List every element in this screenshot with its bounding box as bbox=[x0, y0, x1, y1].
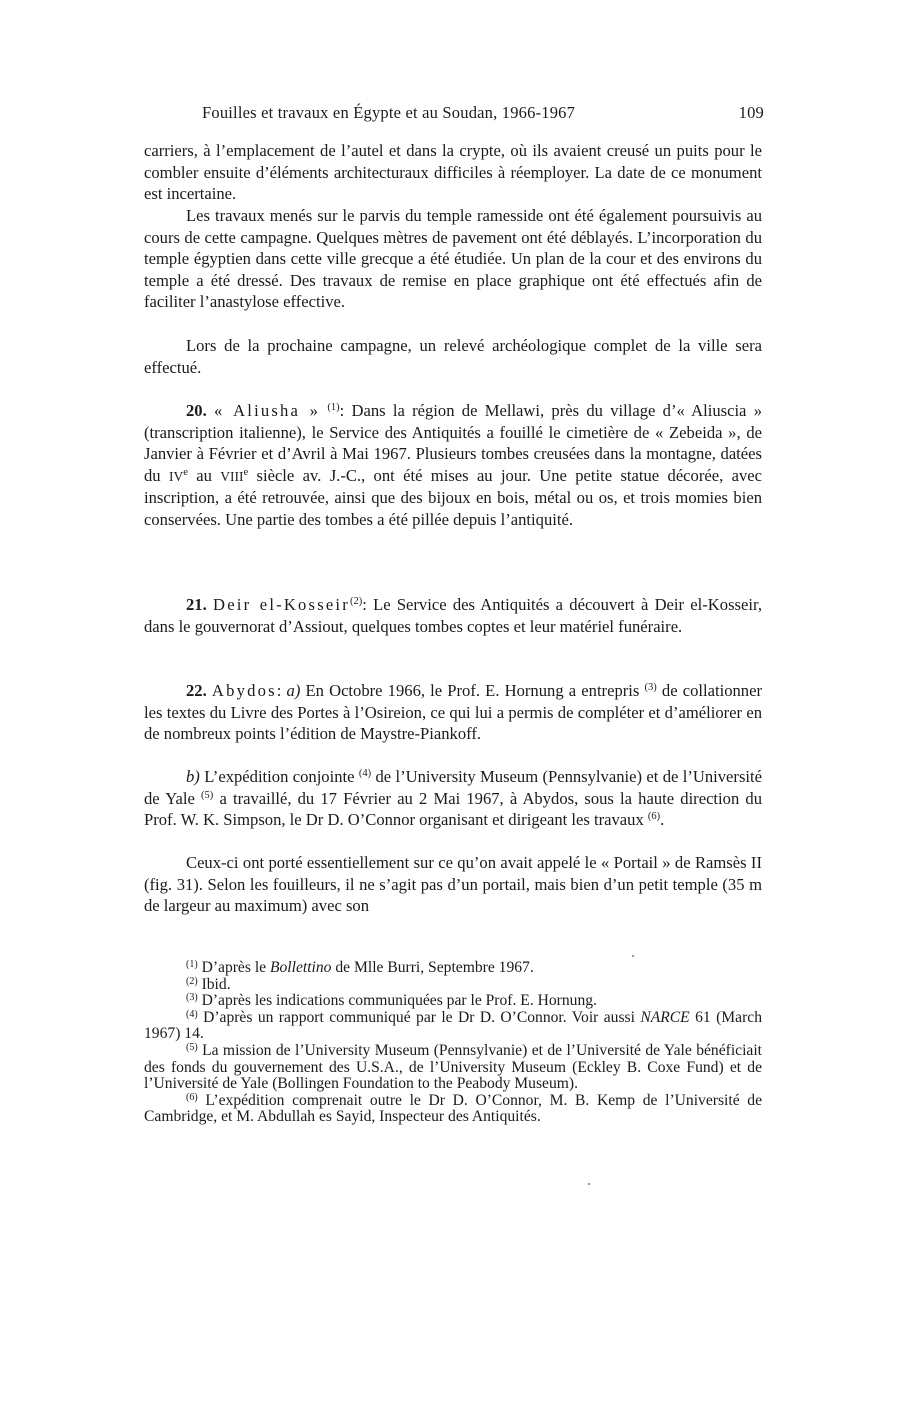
item-label: a) bbox=[286, 681, 301, 700]
paragraph-next-campaign: Lors de la prochaine campagne, un relevé archéologique complet de la ville sera effectué. bbox=[144, 336, 762, 377]
print-speck bbox=[632, 955, 634, 957]
footnote-ref: (6) bbox=[647, 811, 661, 823]
paragraph-continued: carriers, à l’emplacement de l’autel et dans la crypte, où ils avaient creusé un puits pour le combler ensuite d’éléments architecturaux difficiles à réemployer. La date de ce monument est incertaine. bbox=[144, 141, 762, 204]
page-number: 109 bbox=[738, 103, 764, 122]
site-name: « Aliusha » bbox=[214, 401, 321, 420]
section-20-aliusha: 20. « Aliusha » $^{(1)}$: Dans la région de Mellawi, près du village d’« Aliuscia » (transcription italienne), le Service des Antiquités a fouillé le cimetière de « Zebeida », de Janvier à Février et d’Avril à Mai 1967. Plusieurs tombes creusées dans la montagne, datées du IVe au VIIIe siècle av. J.-C., ont été mises au jour. Une petite statue décorée, avec inscription, a été retrouvée, ainsi que des bijoux en bois, métal ou os, et trois momies bien conservées. Une partie des tombes a été pillée depuis l’antiquité. bbox=[144, 401, 762, 529]
paragraph-parvis: Les travaux menés sur le parvis du temple ramesside ont été également poursuivis au cours de cette campagne. Quelques mètres de pavement ont été déblayés. L’incorporation du temple égyptien dans cette ville grecque a été étudiée. Un plan de la cour et des environs du temple a été dressé. Des travaux de remise en place graphique ont été effectués afin de faciliter l’anastylose effective. bbox=[144, 206, 762, 312]
section-number: 20. bbox=[186, 401, 207, 420]
footnote-2: $^{(2)}$ Ibid. bbox=[186, 975, 231, 993]
section-22-abydos-b: b) L’expédition conjointe $^{(4)}$ de l’University Museum (Pennsylvanie) et de l’Université de Yale $^{(5)}$ a travaillé, du 17 Février au 2 Mai 1967, à Abydos, sous la haute direction du Prof. W. K. Simpson, le Dr D. O’Connor organisant et dirigeant les travaux $^{(6)}$. bbox=[144, 767, 762, 830]
section-22-abydos-portail: Ceux-ci ont porté essentiellement sur ce qu’on avait appelé le « Portail » de Ramsès II (fig. 31). Selon les fouilleurs, il ne s’agit pas d’un portail, mais bien d’un petit temple (35 m de largeur au maximum) avec son bbox=[144, 853, 762, 916]
footnote-ref: (5) bbox=[201, 789, 214, 801]
site-name: Abydos bbox=[211, 681, 277, 700]
running-header bbox=[144, 103, 764, 127]
footnote-3: $^{(3)}$ D’après les indications communiquées par le Prof. E. Hornung. bbox=[186, 992, 597, 1010]
item-label: b) bbox=[186, 767, 200, 786]
site-name: Deir el-Kosseir bbox=[213, 595, 350, 614]
print-speck bbox=[588, 1183, 590, 1185]
footnote-4: $^{(4)}$ D’après un rapport communiqué par le Dr D. O’Connor. Voir aussi NARCE 61 (March 1967) 14. bbox=[144, 1008, 762, 1043]
footnote-5: $^{(5)}$ La mission de l’University Museum (Pennsylvanie) et de l’Université de Yale bénéficiait des fonds du gouvernement des U.S.A., de l’University Museum (Eckley B. Coxe Fund) et de l’Université de Yale (Bollingen Foundation to the Peabody Museum). bbox=[144, 1041, 762, 1093]
footnote-6: $^{(6)}$ L’expédition comprenait outre le Dr D. O’Connor, M. B. Kemp de l’Université de Cambridge, et M. Abdullah es Sayid, Inspecteur des Antiquités. bbox=[144, 1091, 762, 1126]
footnote-ref: (4) bbox=[358, 768, 372, 779]
footnote-ref: (3) bbox=[644, 682, 657, 693]
section-number: 22. bbox=[186, 681, 207, 700]
footnotes bbox=[144, 960, 762, 1126]
section-22-abydos-a: 22. Abydos: a) En Octobre 1966, le Prof. E. Hornung a entrepris $^{(3)}$ de collationner les textes du Livre des Portes à l’Osireion, ce qui lui a permis de compléter et d’améliorer en de nombreux points l’édition de Maystre-Piankoff. bbox=[144, 681, 762, 744]
footnote-1: $^{(1)}$ D’après le Bollettino de Mlle Burri, Septembre 1967. bbox=[186, 959, 534, 976]
section-21-deir-el-kosseir: 21. Deir el-Kosseir$^{(2)}$: Le Service des Antiquités a découvert à Deir el-Kosseir, dans le gouvernorat d’Assiout, quelques tombes coptes et leur matériel funéraire. bbox=[144, 595, 762, 636]
running-title: Fouilles et travaux en Égypte et au Soudan, 1966-1967 bbox=[202, 103, 576, 122]
section-number: 21. bbox=[186, 595, 207, 614]
footnote-ref: (2) bbox=[349, 596, 363, 607]
footnote-ref: (1) bbox=[327, 402, 340, 413]
